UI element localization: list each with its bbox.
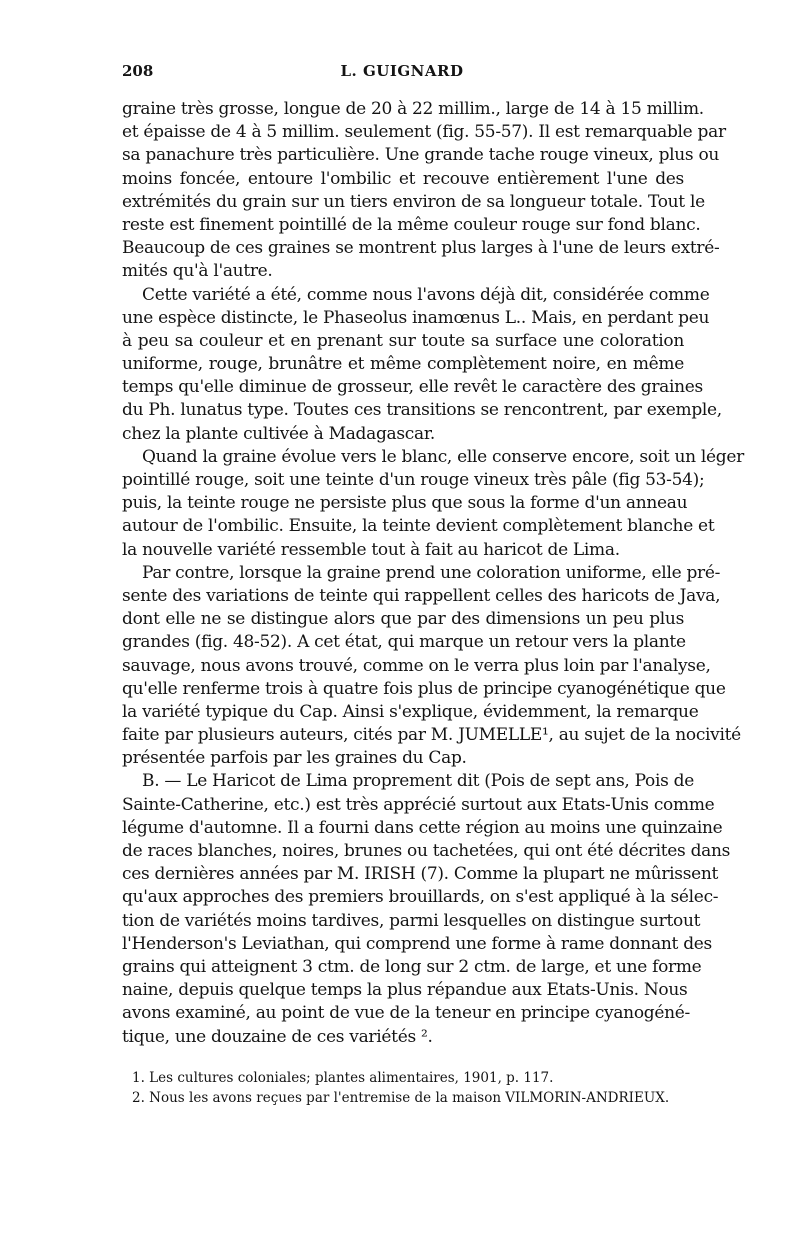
text-line: de races blanches, noires, brunes ou tachetées, qui ont été décrites dans — [122, 841, 731, 861]
text-line: chez la plante cultivée à Madagascar. — [122, 423, 435, 444]
text-line: du Ph. lunatus type. Toutes ces transitions se rencontrent, par exemple, — [122, 400, 722, 421]
page-number: 208 — [122, 62, 154, 80]
text-line: grandes (fig. 48-52). A cet état, qui marque un retour vers la plante — [122, 632, 686, 653]
text-line: avons examiné, au point de vue de la teneur en principe cyanogéné- — [122, 1003, 690, 1024]
text-line: ces dernières années par M. IRISH (7). Comme la plupart ne mûrissent — [122, 864, 719, 885]
text-line: temps qu'elle diminue de grosseur, elle revêt le caractère des graines — [122, 377, 703, 398]
text-line: sauvage, nous avons trouvé, comme on le verra plus loin par l'analyse, — [122, 655, 711, 676]
text-line: moins foncée, entoure l'ombilic et recouve entièrement l'une des — [122, 168, 684, 189]
text-line: et épaisse de 4 à 5 millim. seulement (fig. 55-57). Il est remarquable par — [122, 122, 726, 143]
text-line: extrémités du grain sur un tiers environ de sa longueur totale. Tout le — [122, 191, 705, 212]
text-line: Sainte-Catherine, etc.) est très apprécié surtout aux Etats-Unis comme — [122, 794, 715, 815]
text-line: Quand la graine évolue vers le blanc, elle conserve encore, soit un léger — [142, 446, 744, 467]
text-line: à peu sa couleur et en prenant sur toute sa surface une coloration — [122, 330, 684, 351]
footnote: 1. Les cultures coloniales; plantes alimentaires, 1901, p. 117. — [132, 1070, 554, 1086]
text-line: légume d'automne. Il a fourni dans cette région au moins une quinzaine — [122, 817, 723, 838]
text-line: Par contre, lorsque la graine prend une coloration uniforme, elle pré- — [142, 562, 721, 583]
text-line: qu'aux approches des premiers brouillards, on s'est appliqué à la sélec- — [122, 887, 719, 908]
text-line: puis, la teinte rouge ne persiste plus que sous la forme d'un anneau — [122, 493, 688, 514]
text-line: Cette variété a été, comme nous l'avons déjà dit, considérée comme — [142, 284, 710, 305]
text-line: uniforme, rouge, brunâtre et même complètement noire, en même — [122, 354, 684, 375]
text-line: naine, depuis quelque temps la plus répandue aux Etats-Unis. Nous — [122, 980, 688, 1001]
text-line: B. — Le Haricot de Lima proprement dit (Pois de sept ans, Pois de — [142, 771, 694, 792]
text-line: qu'elle renferme trois à quatre fois plus de principe cyanogénétique que — [122, 678, 726, 699]
text-line: graine très grosse, longue de 20 à 22 millim., large de 14 à 15 millim. — [122, 99, 704, 119]
text-line: dont elle ne se distingue alors que par des dimensions un peu plus — [122, 609, 684, 630]
text-line: une espèce distincte, le Phaseolus inamœnus L.. Mais, en perdant peu — [122, 307, 710, 328]
text-line: tique, une douzaine de ces variétés ². — [122, 1026, 433, 1047]
text-line: reste est finement pointillé de la même couleur rouge sur fond blanc. — [122, 214, 701, 235]
text-line: l'Henderson's Leviathan, qui comprend une forme à rame donnant des — [122, 933, 712, 954]
text-line: sente des variations de teinte qui rappellent celles des haricots de Java, — [122, 585, 721, 606]
text-line: la nouvelle variété ressemble tout à fait au haricot de Lima. — [122, 539, 620, 560]
text-line: faite par plusieurs auteurs, cités par M. JUMELLE¹, au sujet de la nocivité — [122, 725, 741, 746]
text-line: Beaucoup de ces graines se montrent plus larges à l'une de leurs extré- — [122, 238, 720, 259]
text-line: mités qu'à l'autre. — [122, 261, 273, 282]
page-header — [122, 62, 682, 86]
text-line: sa panachure très particulière. Une grande tache rouge vineux, plus ou — [122, 145, 720, 166]
text-line: tion de variétés moins tardives, parmi lesquelles on distingue surtout — [122, 910, 701, 931]
text-line: pointillé rouge, soit une teinte d'un rouge vineux très pâle (fig 53-54); — [122, 470, 705, 490]
text-line: grains qui atteignent 3 ctm. de long sur 2 ctm. de large, et une forme — [122, 956, 702, 977]
footnotes — [122, 1068, 684, 1108]
footnote: 2. Nous les avons reçues par l'entremise de la maison VILMORIN-ANDRIEUX. — [132, 1090, 670, 1106]
body-text — [122, 98, 744, 1049]
running-head: L. GUIGNARD — [340, 62, 464, 80]
text-line: la variété typique du Cap. Ainsi s'explique, évidemment, la remarque — [122, 701, 699, 722]
text-line: présentée parfois par les graines du Cap. — [122, 748, 467, 769]
text-line: autour de l'ombilic. Ensuite, la teinte devient complètement blanche et — [122, 516, 715, 537]
